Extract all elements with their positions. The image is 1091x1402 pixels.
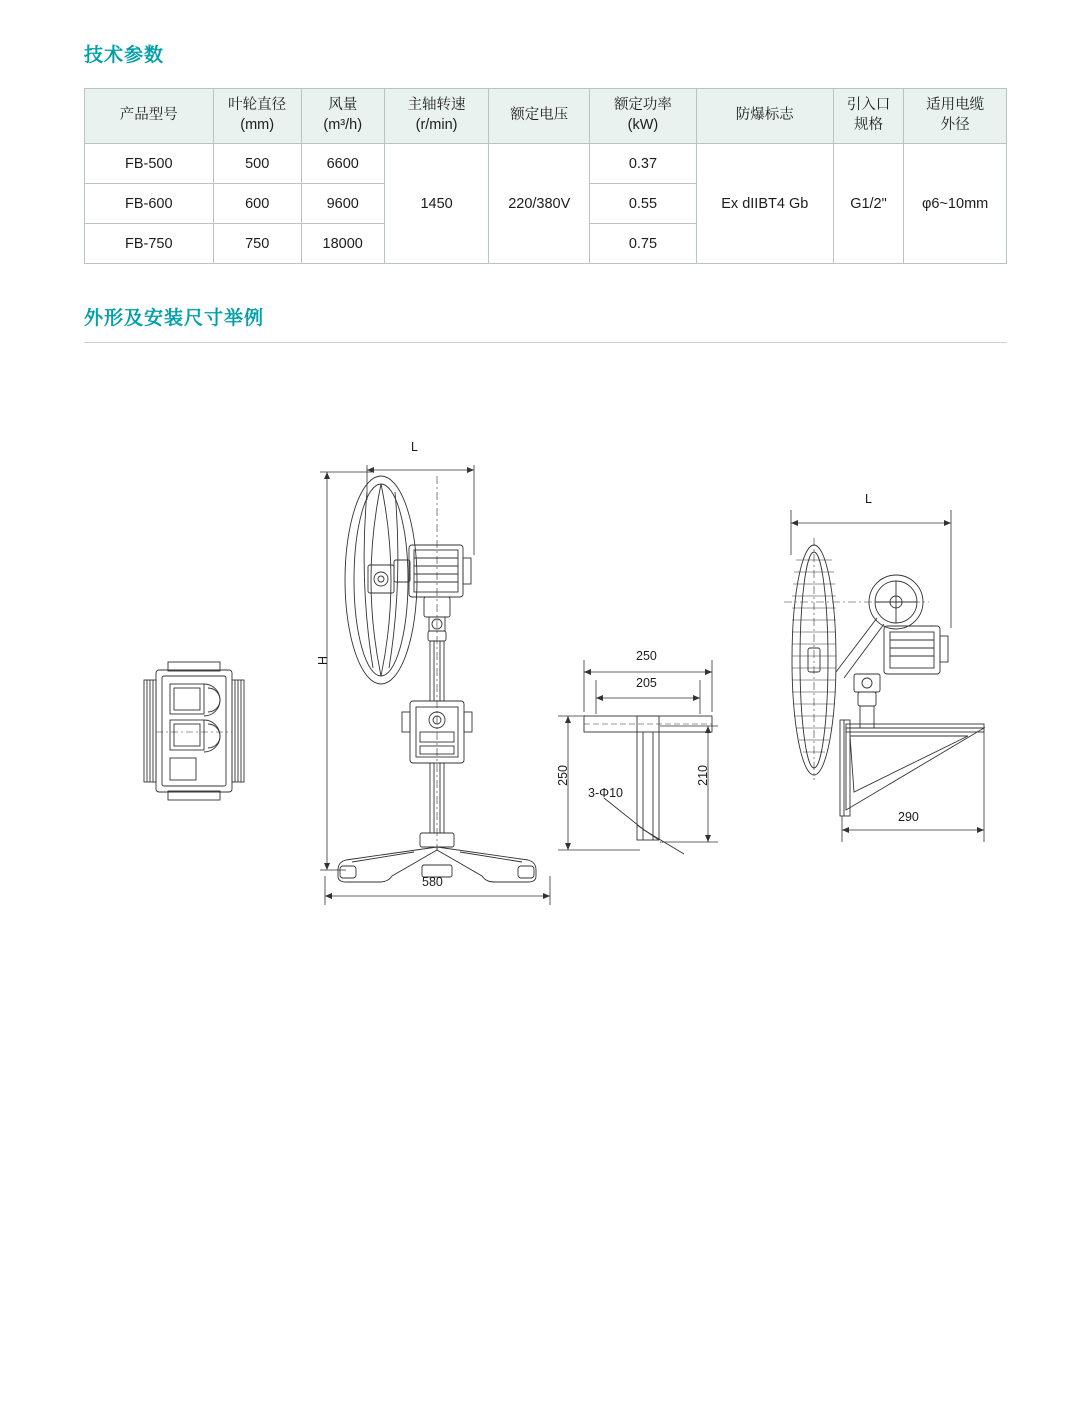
drawing-svg [84,380,1007,940]
cell-impeller: 500 [213,144,301,184]
view-rear-assembly [144,662,244,800]
cell-rated-power: 0.55 [590,184,697,224]
col-header-model: 产品型号 [85,89,214,144]
page-title-dimensions: 外形及安装尺寸举例 [84,308,265,329]
cell-ex-mark: Ex dIIBT4 Gb [696,144,833,264]
cell-rated-power: 0.37 [590,144,697,184]
cell-airflow: 6600 [301,144,384,184]
dimension-drawings [84,380,1007,940]
cell-spindle-speed: 1450 [384,144,489,264]
cell-model: FB-750 [85,224,214,264]
cell-impeller: 600 [213,184,301,224]
table-header-row [85,89,1007,144]
col-header-inlet-spec: 引入口 规格 [833,89,904,144]
view-floor-stand-fan [338,476,536,882]
page-title-tech-params: 技术参数 [84,45,165,66]
dim-label-plate-holes: 3-Φ10 [588,786,623,800]
col-header-rated-power: 额定功率 (kW) [590,89,697,144]
col-header-impeller-diameter: 叶轮直径 (mm) [213,89,301,144]
col-header-ex-mark: 防爆标志 [696,89,833,144]
dim-plate-250-left [558,716,640,850]
dim-label-stand-base-580: 580 [422,875,443,889]
col-header-airflow: 风量 (m³/h) [301,89,384,144]
cell-impeller: 750 [213,224,301,264]
col-header-rated-voltage: 额定电压 [489,89,590,144]
dim-label-wall-L: L [865,492,872,506]
table-row [85,144,1007,184]
dim-label-stand-L: L [411,440,418,454]
dim-label-stand-H: H [316,656,330,666]
dim-stand-L [367,465,474,555]
dim-wall-L [791,510,951,628]
cell-airflow: 9600 [301,184,384,224]
cell-rated-power: 0.75 [590,224,697,264]
heading-divider [84,342,1007,343]
dim-label-wall-290: 290 [898,810,919,824]
spec-table [84,88,1007,264]
cell-model: FB-500 [85,144,214,184]
cell-model: FB-600 [85,184,214,224]
spec-table-wrap [84,88,1007,264]
dim-label-plate-250-left: 250 [556,765,570,786]
view-mounting-plate [584,716,712,854]
cell-airflow: 18000 [301,224,384,264]
col-header-spindle-speed: 主轴转速 (r/min) [384,89,489,144]
view-wall-mounted-fan [784,538,984,816]
col-header-cable-od: 适用电缆 外径 [904,89,1007,144]
cell-rated-voltage: 220/380V [489,144,590,264]
dim-label-plate-205: 205 [636,676,657,690]
cell-cable-od: φ6~10mm [904,144,1007,264]
cell-inlet-spec: G1/2" [833,144,904,264]
dim-label-plate-250-top: 250 [636,649,657,663]
dim-label-plate-210-right: 210 [696,765,710,786]
